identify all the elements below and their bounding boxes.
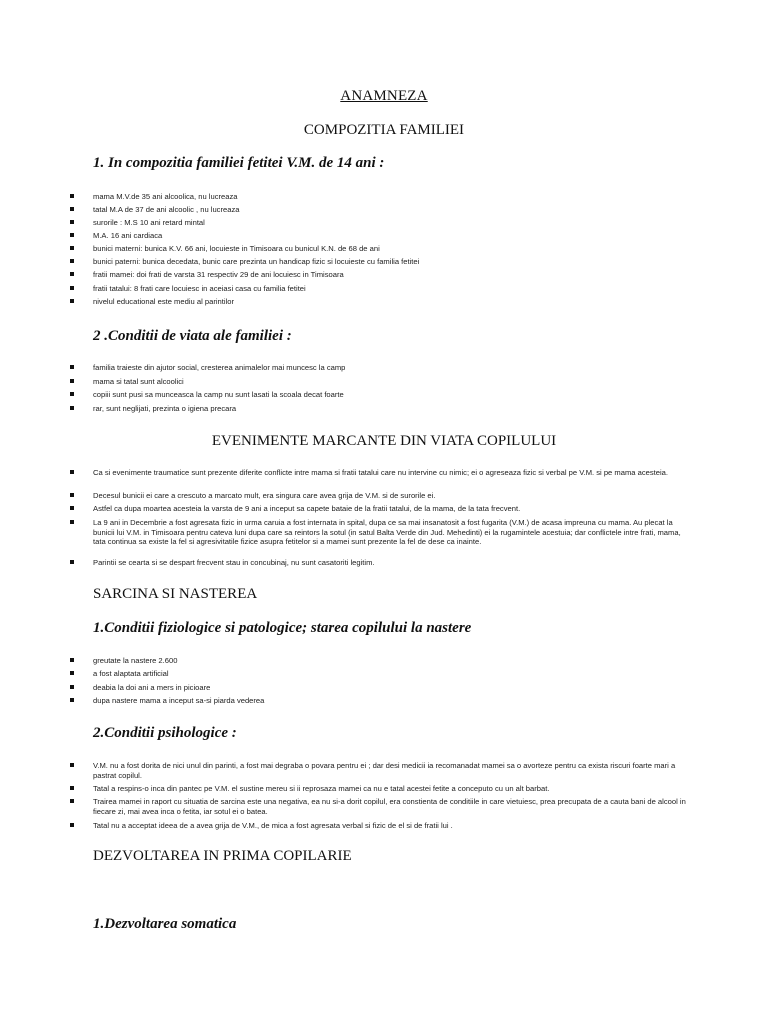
bullet-icon (70, 406, 74, 410)
subheading-compozitie: 1. In compozitia familiei fetitei V.M. de 14 ani : (93, 155, 385, 171)
bullet-icon (70, 299, 74, 303)
bullet-icon (70, 286, 74, 290)
section-heading-compozitia: COMPOZITIA FAMILIEI (303, 122, 465, 138)
bullet-icon (70, 194, 74, 198)
bullet-icon (70, 207, 74, 211)
document-title (0, 88, 768, 105)
subheading-conditii-psihologice: 2.Conditii psihologice : (93, 725, 237, 741)
bullet-icon (70, 671, 74, 675)
bullet-icon (70, 786, 74, 790)
subheading-dezvoltarea-somatica: 1.Dezvoltarea somatica (93, 916, 237, 932)
bullet-icon (70, 685, 74, 689)
bullet-icon (70, 379, 74, 383)
bullet-icon (70, 246, 74, 250)
bullet-icon (70, 520, 74, 524)
bullet-icon (70, 272, 74, 276)
bullet-icon (70, 698, 74, 702)
section-heading-evenimente: EVENIMENTE MARCANTE DIN VIATA COPILULUI (211, 433, 557, 449)
subheading-conditii-viata: 2 .Conditii de viata ale familiei : (93, 328, 292, 344)
bullet-icon (70, 220, 74, 224)
bullet-icon (70, 658, 74, 662)
bullet-icon (70, 560, 74, 564)
subheading-conditii-fiziologice: 1.Conditii fiziologice si patologice; starea copilului la nastere (93, 620, 472, 636)
bullet-icon (70, 799, 74, 803)
bullet-icon (70, 233, 74, 237)
bullet-icon (70, 823, 74, 827)
bullet-icon (70, 392, 74, 396)
bullet-icon (70, 259, 74, 263)
section-heading-sarcina: SARCINA SI NASTEREA (93, 586, 258, 602)
bullet-icon (70, 493, 74, 497)
document-title-text: ANAMNEZA (340, 88, 428, 104)
bullet-icon (70, 470, 74, 474)
section-heading-dezvoltarea: DEZVOLTAREA IN PRIMA COPILARIE (93, 848, 352, 864)
bullet-icon (70, 763, 74, 767)
bullet-icon (70, 365, 74, 369)
bullet-icon (70, 506, 74, 510)
